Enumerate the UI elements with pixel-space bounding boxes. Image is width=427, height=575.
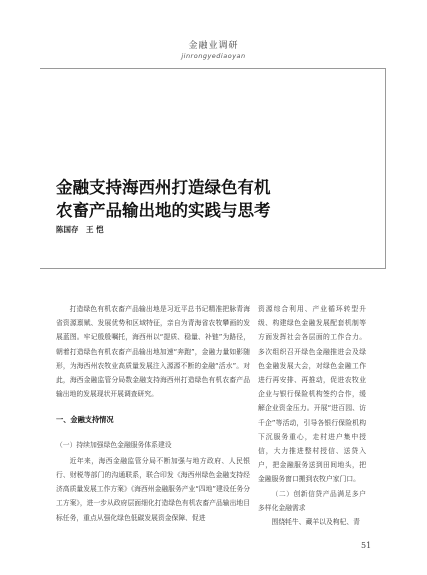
title-line-1: 金融支持海西州打造绿色有机 bbox=[56, 178, 271, 197]
title-line-2: 农畜产品输出地的实践与思考 bbox=[56, 201, 271, 220]
running-header bbox=[0, 38, 427, 60]
body-column-right bbox=[258, 302, 366, 529]
body-paragraph: 近年来，海西金融监管分局不断加强与地方政府、人民银行、财税等部门的沟通联系，联合印发《海西州绿色金融支持经济高质量发展工作方案》《海西州金融服务产业“四地”建设任务分工方案》，进一步从政府层面细化打造绿色有机农畜产品输出地目标任务，重点从强化绿色低碳发展资金保障、促进 bbox=[56, 456, 250, 522]
section-heading-1: 一、金融支持情况 bbox=[56, 415, 114, 425]
subsection-heading-1: （一）持续加强绿色金融服务体系建设 bbox=[56, 440, 172, 449]
body-paragraph: 资源综合利用、产业循环转型升级、构建绿色金融发展配套机制等方面发挥社会各层面的工作合力。多次组织召开绿色金融推进会及绿色金融发展大会，对绿色金融工作进行再安排、再推动，促进农牧业企业与银行保险机构签约合作，缓解企业资金压力。开展“进百园、访千企”等活动，引导各银行保险机构下沉服务重心，走村进户集中授信，大力推进整村授信、送贷入户，把金融服务送到田间地头，把金融服务窗口搬到农牧户家门口。 bbox=[258, 305, 366, 484]
title-frame bbox=[40, 68, 386, 269]
journal-name-en: jinrongyediaoyan bbox=[181, 52, 246, 60]
frame-bottom-rule bbox=[40, 268, 386, 269]
intro-paragraph: 打造绿色有机农畜产品输出地是习近平总书记精准把脉青海省资源禀赋、发展优势和区域特征，亲自为青海省农牧攀画的发展蓝图。牢记殷殷嘱托，海西州以“提质、稳量、补链”为路径，朝着打造绿色有机农畜产品输出地加速“奔跑”，金融力量如影随形，为海西州农牧业高质量发展注入源源不断的金融“活水”。对此，海西金融监管分局数金融支持海西州打造绿色有机农畜产品输出地的发展现状开展调查研究。 bbox=[56, 305, 250, 399]
article-title bbox=[56, 176, 356, 222]
body-column-left bbox=[56, 302, 250, 525]
frame-right-rule bbox=[385, 69, 386, 269]
journal-name-cn: 金融业调研 bbox=[188, 41, 239, 51]
subsection-heading-2: （二）创新信贷产品满足多户多样化金融需求 bbox=[258, 489, 366, 512]
page-number: 51 bbox=[361, 541, 372, 550]
article-authors: 陈国存 王 恺 bbox=[56, 225, 104, 234]
body-paragraph: 围绕牦牛、藏羊以及枸杞、青 bbox=[271, 518, 360, 527]
